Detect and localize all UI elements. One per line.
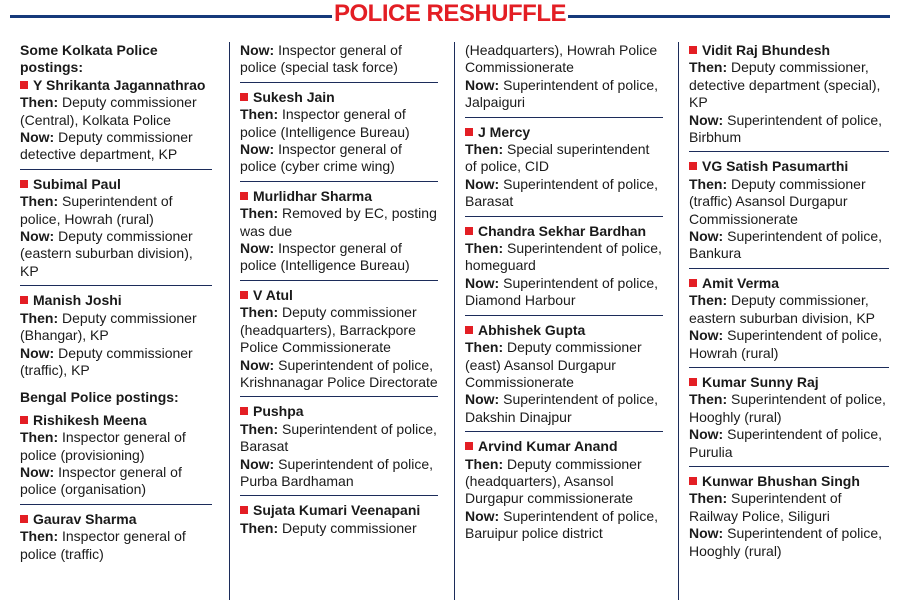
section-header-bengal: Bengal Police postings: bbox=[20, 389, 179, 406]
now-text: Deputy commissioner (eastern suburban division), KP bbox=[20, 228, 193, 279]
then-label: Then: bbox=[689, 490, 728, 507]
then-text: Deputy commissioner (traffic) Asansol Durgapur Commissionerate bbox=[689, 175, 866, 227]
now-label: Now: bbox=[240, 42, 275, 58]
now-text: Superintendent of police, Howrah (rural) bbox=[689, 327, 882, 361]
now-text: Superintendent of police, Dakshin Dinajpur bbox=[465, 391, 658, 425]
divider bbox=[240, 396, 438, 397]
officer-name: Murlidhar Sharma bbox=[253, 187, 373, 204]
now-label: Now: bbox=[465, 391, 500, 408]
now-label: Now: bbox=[20, 129, 55, 146]
officer-name: Arvind Kumar Anand bbox=[478, 438, 618, 455]
now-text: Superintendent of police, Purulia bbox=[689, 426, 882, 460]
then-text: Superintendent of police, Hooghly (rural) bbox=[689, 391, 886, 425]
then-label: Then: bbox=[20, 193, 59, 210]
then-label: Then: bbox=[465, 455, 504, 472]
posting-entry bbox=[689, 473, 889, 560]
then-text: Deputy commissioner, detective department (special), KP bbox=[689, 59, 881, 111]
officer-name: Rishikesh Meena bbox=[33, 411, 147, 428]
officer-name: Abhishek Gupta bbox=[478, 321, 586, 338]
posting-entry bbox=[465, 438, 663, 542]
now-text: Deputy commissioner detective department, KP bbox=[20, 129, 193, 163]
now-label: Now: bbox=[240, 240, 275, 257]
then-label: Then: bbox=[20, 94, 59, 111]
then-text: Superintendent of Railway Police, Siliguri bbox=[689, 490, 842, 524]
column-divider bbox=[454, 42, 455, 600]
posting-entry bbox=[20, 176, 212, 280]
now-label: Now: bbox=[689, 426, 724, 443]
now-text: Deputy commissioner (traffic), KP bbox=[20, 344, 193, 378]
now-text: Inspector general of police (organisation) bbox=[20, 463, 182, 498]
divider bbox=[20, 169, 212, 170]
then-text: Deputy commissioner (headquarters), Barrackpore Police Commissionerate bbox=[240, 304, 417, 356]
then-label: Then: bbox=[689, 391, 728, 408]
bullet-square-icon bbox=[689, 477, 697, 485]
now-text: Inspector general of police (cyber crime wing) bbox=[240, 141, 402, 175]
officer-name: Subimal Paul bbox=[33, 175, 121, 192]
section-header-kolkata: Some Kolkata Police postings: bbox=[20, 42, 158, 76]
then-text: Superintendent of police, Barasat bbox=[240, 420, 437, 455]
now-label: Now: bbox=[240, 356, 275, 373]
bullet-square-icon bbox=[240, 407, 248, 415]
column-2 bbox=[240, 42, 438, 537]
posting-entry bbox=[689, 374, 889, 461]
officer-name: Manish Joshi bbox=[33, 292, 122, 309]
now-text: Superintendent of police, Jalpaiguri bbox=[465, 76, 658, 111]
now-label: Now: bbox=[465, 76, 500, 93]
officer-name: Pushpa bbox=[253, 403, 304, 420]
officer-name: Chandra Sekhar Bardhan bbox=[478, 222, 647, 239]
then-text: Superintendent of police, Howrah (rural) bbox=[20, 193, 173, 227]
bullet-square-icon bbox=[20, 416, 28, 424]
bullet-square-icon bbox=[240, 291, 248, 299]
now-label: Now: bbox=[465, 274, 500, 291]
posting-entry bbox=[689, 158, 889, 262]
officer-name: Vidit Raj Bhundesh bbox=[702, 42, 831, 58]
continued-entry bbox=[240, 42, 438, 77]
posting-entry bbox=[689, 42, 889, 146]
now-text: Superintendent of police, Hooghly (rural) bbox=[689, 525, 882, 559]
then-text: Deputy commissioner bbox=[282, 519, 417, 536]
posting-entry bbox=[20, 412, 212, 499]
officer-name: Kunwar Bhushan Singh bbox=[702, 472, 860, 489]
now-label: Now: bbox=[20, 463, 55, 480]
then-label: Then: bbox=[689, 175, 728, 192]
now-label: Now: bbox=[465, 507, 500, 524]
bullet-square-icon bbox=[689, 279, 697, 287]
column-3 bbox=[465, 42, 663, 543]
officer-name: VG Satish Pasumarthi bbox=[702, 158, 849, 175]
bullet-square-icon bbox=[240, 192, 248, 200]
continued-entry bbox=[465, 42, 663, 112]
then-text: Deputy commissioner (east) Asansol Durgapur Commissionerate bbox=[465, 339, 642, 390]
bullet-square-icon bbox=[20, 180, 28, 188]
then-text: Removed by EC, posting was due bbox=[240, 205, 437, 239]
divider bbox=[689, 367, 889, 368]
now-label: Now: bbox=[20, 228, 55, 245]
then-text: Inspector general of police (traffic) bbox=[20, 528, 186, 562]
bullet-square-icon bbox=[465, 442, 473, 450]
officer-name: V Atul bbox=[253, 286, 293, 303]
posting-entry bbox=[240, 188, 438, 275]
bullet-square-icon bbox=[240, 506, 248, 514]
divider bbox=[689, 466, 889, 467]
now-text: Inspector general of police (special task force) bbox=[240, 42, 402, 76]
then-label: Then: bbox=[465, 240, 504, 257]
posting-entry bbox=[240, 287, 438, 391]
divider bbox=[240, 82, 438, 83]
posting-entry bbox=[465, 322, 663, 426]
then-label: Then: bbox=[240, 519, 279, 536]
now-text: Superintendent of police, Purba Bardhaman bbox=[240, 455, 433, 489]
posting-entry bbox=[20, 292, 212, 379]
bullet-square-icon bbox=[20, 515, 28, 523]
continued-text: (Headquarters), Howrah Police Commissionerate bbox=[465, 42, 658, 76]
now-text: Superintendent of police, Diamond Harbour bbox=[465, 274, 658, 309]
posting-entry bbox=[240, 502, 438, 537]
bullet-square-icon bbox=[689, 378, 697, 386]
then-text: Deputy commissioner (Bhangar), KP bbox=[20, 309, 197, 344]
now-label: Now: bbox=[689, 111, 724, 128]
officer-name: Amit Verma bbox=[702, 274, 780, 291]
column-divider bbox=[229, 42, 230, 600]
divider bbox=[465, 431, 663, 432]
divider bbox=[465, 315, 663, 316]
bullet-square-icon bbox=[20, 296, 28, 304]
now-text: Superintendent of police, Bankura bbox=[689, 228, 882, 262]
bullet-square-icon bbox=[465, 227, 473, 235]
then-text: Deputy commissioner, eastern suburban division, KP bbox=[689, 292, 875, 326]
divider bbox=[689, 151, 889, 152]
posting-entry bbox=[240, 89, 438, 176]
bullet-square-icon bbox=[240, 93, 248, 101]
divider bbox=[689, 268, 889, 269]
then-label: Then: bbox=[465, 339, 504, 356]
bullet-square-icon bbox=[465, 128, 473, 136]
then-text: Inspector general of police (Intelligence Bureau) bbox=[240, 106, 410, 140]
then-text: Special superintendent of police, CID bbox=[465, 141, 650, 175]
now-label: Now: bbox=[240, 455, 275, 472]
column-divider bbox=[678, 42, 679, 600]
then-text: Inspector general of police (provisioning) bbox=[20, 429, 186, 463]
then-label: Then: bbox=[465, 141, 504, 158]
divider bbox=[20, 504, 212, 505]
officer-name: Y Shrikanta Jagannathrao bbox=[33, 76, 206, 93]
posting-entry bbox=[465, 223, 663, 310]
divider bbox=[465, 117, 663, 118]
then-label: Then: bbox=[689, 59, 728, 76]
then-label: Then: bbox=[689, 292, 728, 309]
bullet-square-icon bbox=[465, 326, 473, 334]
then-label: Then: bbox=[240, 205, 279, 222]
bullet-square-icon bbox=[20, 81, 28, 89]
then-label: Then: bbox=[20, 429, 59, 446]
posting-entry bbox=[689, 275, 889, 362]
then-label: Then: bbox=[20, 309, 59, 326]
officer-name: Sukesh Jain bbox=[253, 88, 335, 105]
bullet-square-icon bbox=[689, 162, 697, 170]
now-label: Now: bbox=[240, 141, 275, 158]
then-text: Deputy commissioner (Central), Kolkata Police bbox=[20, 94, 197, 128]
posting-entry bbox=[20, 77, 212, 164]
divider bbox=[465, 216, 663, 217]
now-label: Now: bbox=[20, 344, 55, 361]
column-4 bbox=[689, 42, 889, 560]
divider bbox=[240, 181, 438, 182]
posting-entry bbox=[20, 511, 212, 563]
now-label: Now: bbox=[689, 228, 724, 245]
now-text: Superintendent of police, Baruipur police district bbox=[465, 507, 658, 542]
officer-name: Gaurav Sharma bbox=[33, 510, 137, 527]
officer-name: Kumar Sunny Raj bbox=[702, 373, 819, 390]
page-title: POLICE RESHUFFLE bbox=[333, 0, 566, 27]
now-text: Superintendent of police, Birbhum bbox=[689, 111, 882, 146]
then-label: Then: bbox=[240, 420, 279, 437]
now-text: Superintendent of police, Krishnanagar Police Directorate bbox=[240, 356, 438, 390]
now-label: Now: bbox=[465, 175, 500, 192]
now-text: Superintendent of police, Barasat bbox=[465, 175, 658, 210]
then-label: Then: bbox=[20, 528, 59, 545]
column-1 bbox=[20, 42, 212, 563]
then-label: Then: bbox=[240, 304, 279, 321]
divider bbox=[20, 285, 212, 286]
then-text: Deputy commissioner (headquarters), Asansol Durgapur commissionerate bbox=[465, 455, 642, 507]
divider bbox=[240, 495, 438, 496]
now-text: Inspector general of police (Intelligence Bureau) bbox=[240, 240, 410, 274]
officer-name: Sujata Kumari Veenapani bbox=[253, 502, 421, 519]
divider bbox=[240, 280, 438, 281]
bullet-square-icon bbox=[689, 46, 697, 54]
now-label: Now: bbox=[689, 327, 724, 344]
then-label: Then: bbox=[240, 106, 279, 123]
then-text: Superintendent of police, homeguard bbox=[465, 240, 662, 274]
posting-entry bbox=[465, 124, 663, 211]
posting-entry bbox=[240, 403, 438, 490]
now-label: Now: bbox=[689, 525, 724, 542]
officer-name: J Mercy bbox=[478, 123, 531, 140]
